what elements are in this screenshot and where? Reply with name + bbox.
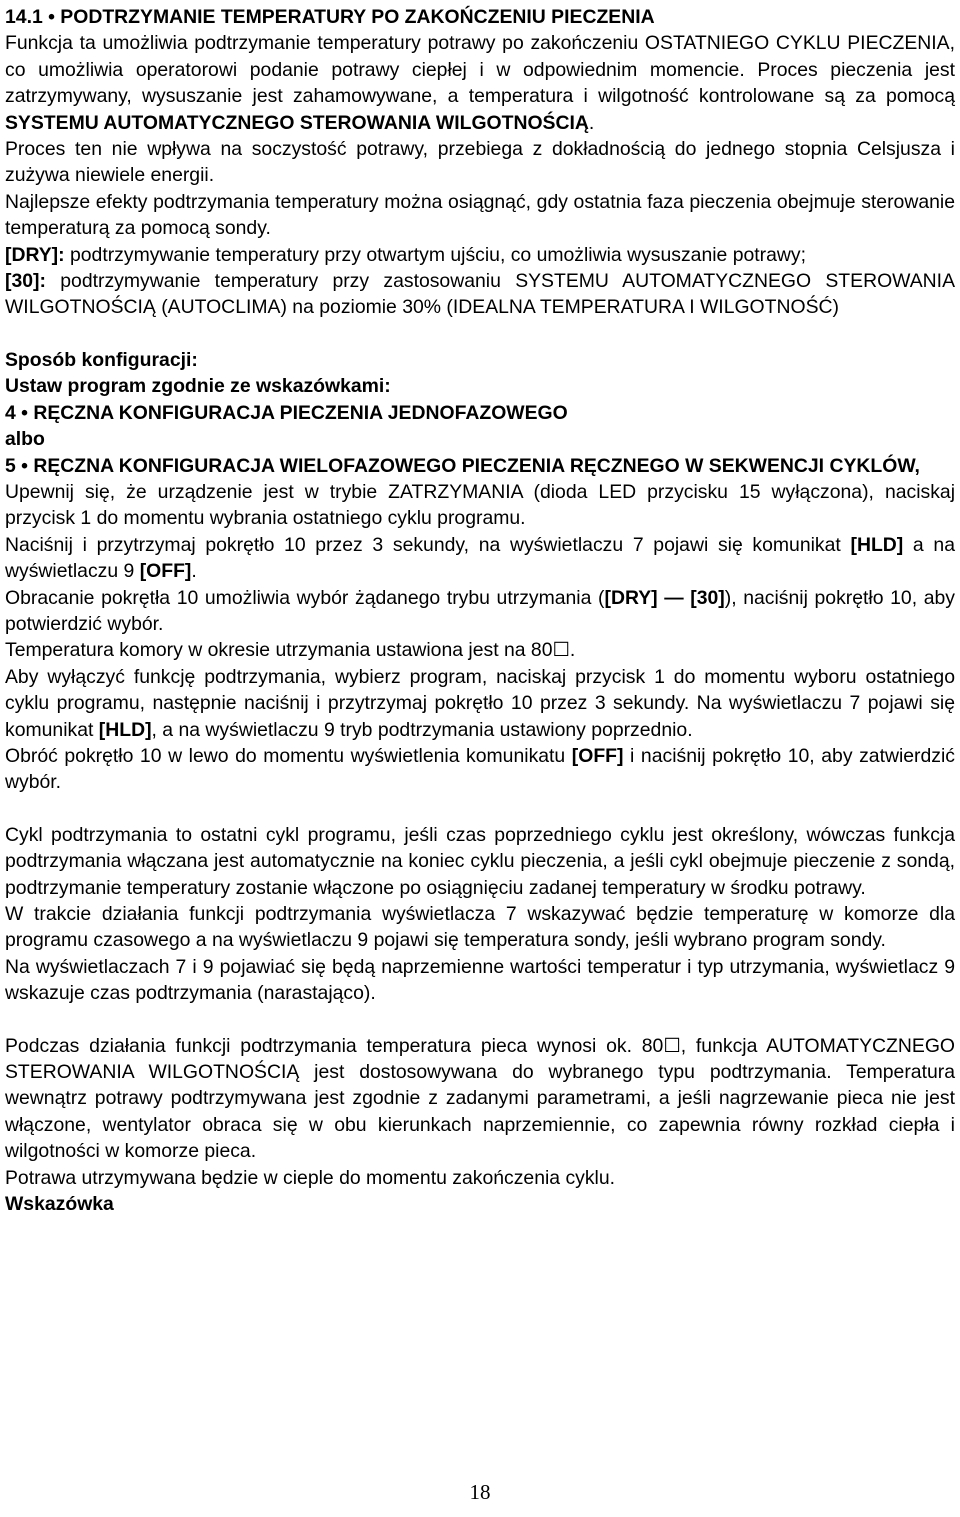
config-instruction: Ustaw program zgodnie ze wskazówkami: (5, 375, 391, 398)
config-step-2: Naciśnij i przytrzymaj pokrętło 10 przez 3 sekundy, na wyświetlaczu 7 pojawi się komunikat [HLD] a na wyświetlaczu 9 [OFF]. (5, 533, 955, 583)
config-step-6: Obróć pokrętło 10 w lewo do momentu wyświetlenia komunikatu [OFF] i naciśnij pokrętło 10, aby zatwierdzić wybór. (5, 744, 955, 794)
30-mode-description: [30]: podtrzymywanie temperatury przy zastosowaniu SYSTEMU AUTOMATYCZNEGO STEROWANIA WILGOTNOŚCIĄ (AUTOCLIMA) na poziomie 30% (IDEALNA TEMPERATURA I WILGOTNOŚĆ) (5, 270, 955, 319)
operation-paragraph-2: Potrawa utrzymywana będzie w cieple do momentu zakończenia cyklu. (5, 1166, 616, 1189)
cycle-paragraph-1: Cykl podtrzymania to ostatni cykl programu, jeśli czas poprzedniego cyklu jest określony, wówczas funkcja podtrzymania włączana jest automatycznie na koniec cyklu pieczenia, a jeśli cykl obejmuje pieczenie z sondą, podtrzymanie temperatury zostanie włączone po osiągnięciu zadanej temperatury w środku potrawy. (5, 823, 955, 899)
page-number: 18 (469, 1480, 491, 1504)
cycle-paragraph-2: W trakcie działania funkcji podtrzymania wyświetlacza 7 wskazywać będzie temperaturę w komorze dla programu czasowego a na wyświetlaczu 9 pojawi się temperatura sondy, jeśli wybrano program sondy. (5, 903, 955, 952)
intro-paragraph-2: Proces ten nie wpływa na soczystość potrawy, przebiega z dokładnością do jednego stopnia Celsjusza i zużywa niewiele energii. (5, 138, 955, 187)
cycle-paragraph-3: Na wyświetlaczach 7 i 9 pojawiać się będą naprzemienne wartości temperatur i typ utrzymania, wyświetlacz 9 wskazuje czas podtrzymania (narastająco). (5, 955, 955, 1005)
config-step-3: Obracanie pokrętła 10 umożliwia wybór żądanego trybu utrzymania ([DRY] — [30]), naciśnij pokrętło 10, aby potwierdzić wybór. (5, 586, 955, 635)
config-option-5: 5 • RĘCZNA KONFIGURACJA WIELOFAZOWEGO PIECZENIA RĘCZNEGO W SEKWENCJI CYKLÓW, (5, 454, 920, 477)
spacer (5, 796, 955, 822)
document-page (5, 4, 955, 1217)
section-heading: 14.1 • PODTRZYMANIE TEMPERATURY PO ZAKOŃCZENIU PIECZENIA (5, 6, 655, 28)
operation-paragraph-1: Podczas działania funkcji podtrzymania temperatura pieca wynosi ok. 80☐, funkcja AUTOMATYCZNEGO STEROWANIA WILGOTNOŚCIĄ jest dostosowywana do wybranego typu podtrzymania. Temperatura wewnątrz potrawy podtrzymywana jest zgodnie z zadanymi parametrami, a jeśli nagrzewanie pieca nie jest włączone, wentylator obraca się w obu kierunkach naprzemiennie, co zapewnia równy rozkład ciepła i wilgotności w komorze pieca. (5, 1034, 955, 1163)
hint-heading: Wskazówka (5, 1193, 114, 1216)
config-step-5: Aby wyłączyć funkcję podtrzymania, wybierz program, naciskaj przycisk 1 do momentu wyboru ostatniego cyklu programu, następnie naciśnij i przytrzymaj pokrętło 10 przez 3 sekundy. Na wyświetlaczu 7 pojawi się komunikat [HLD], a na wyświetlaczu 9 tryb podtrzymania ustawiony poprzednio. (5, 665, 955, 741)
intro-paragraph-3: Najlepsze efekty podtrzymania temperatury można osiągnąć, gdy ostatnia faza pieczenia obejmuje sterowanie temperaturą za pomocą sondy. (5, 190, 955, 240)
spacer (5, 321, 955, 347)
dry-mode-description: [DRY]: podtrzymywanie temperatury przy otwartym ujściu, co umożliwia wysuszanie potrawy; (5, 243, 807, 266)
config-or: albo (5, 428, 45, 451)
config-heading: Sposób konfiguracji: (5, 348, 198, 371)
config-step-1: Upewnij się, że urządzenie jest w trybie ZATRZYMANIA (dioda LED przycisku 15 wyłączona), naciskaj przycisk 1 do momentu wybrania ostatniego cyklu programu. (5, 480, 955, 530)
intro-paragraph-1: Funkcja ta umożliwia podtrzymanie temperatury potrawy po zakończeniu OSTATNIEGO CYKLU PIECZENIA, co umożliwia operatorowi podanie potrawy ciepłej i w odpowiednim momencie. Proces pieczenia jest zatrzymywany, wysuszanie jest zahamowywane, a temperatura i wilgotność kontrolowane są za pomocą SYSTEMU AUTOMATYCZNEGO STEROWANIA WILGOTNOŚCIĄ. (5, 32, 955, 134)
config-option-4: 4 • RĘCZNA KONFIGURACJA PIECZENIA JEDNOFAZOWEGO (5, 401, 568, 424)
spacer (5, 1007, 955, 1033)
config-step-4: Temperatura komory w okresie utrzymania ustawiona jest na 80☐. (5, 639, 576, 662)
